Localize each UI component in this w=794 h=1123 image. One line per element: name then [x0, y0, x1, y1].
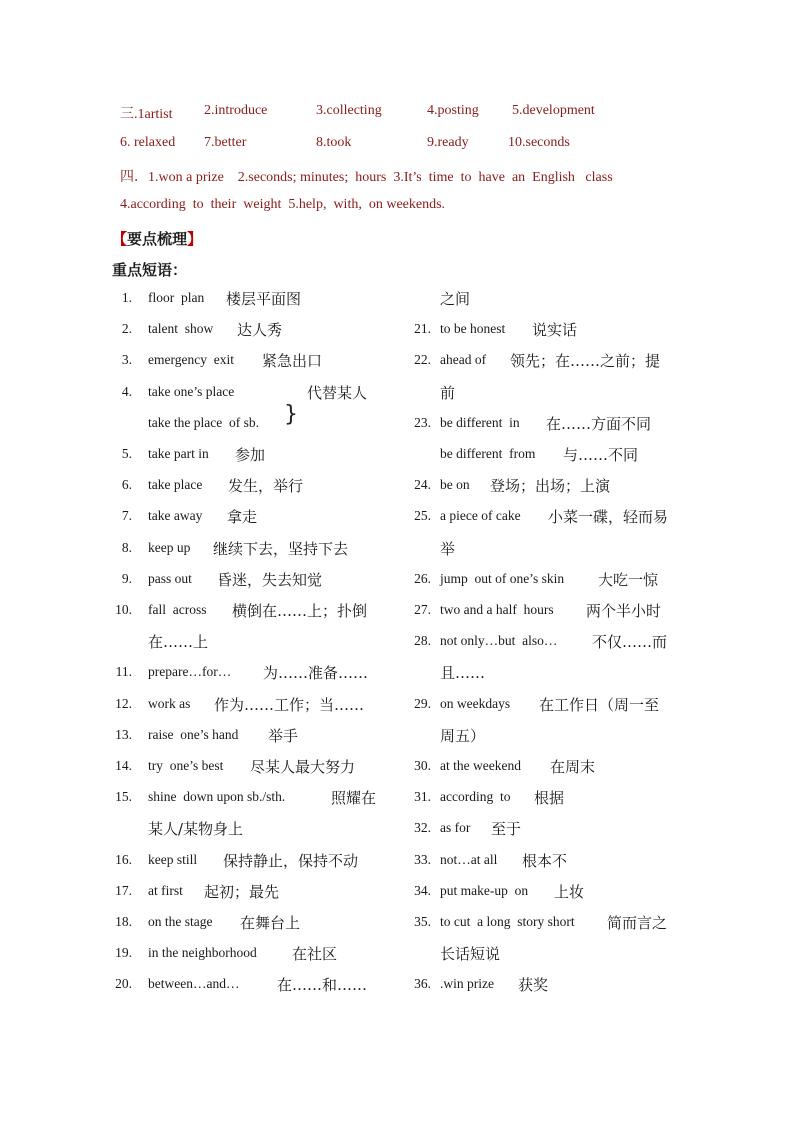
phrase-chinese: 在……方面不同 — [546, 414, 652, 433]
phrase-english: not only…but also… — [440, 633, 558, 649]
phrase-number: 10. — [115, 602, 132, 617]
phrase-english: pass out — [148, 570, 192, 586]
phrase-number: 35. — [414, 914, 431, 929]
phrase-english: be different from — [440, 446, 536, 461]
phrase-english: raise one’s hand — [148, 726, 239, 742]
phrase-number: 20. — [115, 976, 132, 992]
phrase-chinese: 参加 — [235, 446, 266, 464]
phrases-heading: 重点短语： — [112, 261, 188, 279]
phrase-number: 32. — [414, 820, 431, 836]
phrase-english: be on — [440, 477, 470, 493]
phrase-number: 26. — [414, 570, 431, 586]
phrase-english: as for — [440, 820, 471, 836]
phrase-chinese: 昏迷，失去知觉 — [217, 570, 323, 589]
phrase-english: to be honest — [440, 321, 506, 337]
phrase-chinese: 横倒在……上；扑倒 — [232, 602, 368, 620]
phrase-english: on weekdays — [440, 695, 511, 711]
phrase-chinese: 获奖 — [518, 976, 549, 995]
phrase-chinese: 大吃一惊 — [598, 570, 659, 589]
phrase-chinese: 上妆 — [554, 882, 585, 901]
phrase-number: 9. — [121, 570, 132, 586]
phrase-number: 17. — [115, 882, 132, 898]
phrase-english: two and a half hours — [440, 602, 554, 617]
phrase-english: a piece of cake — [440, 508, 521, 524]
phrase-chinese: 长话短说 — [440, 945, 501, 964]
phrase-number: 12. — [115, 695, 132, 711]
phrase-english: ahead of — [440, 352, 487, 368]
phrase-number: 19. — [115, 945, 132, 961]
phrase-english: at first — [148, 882, 183, 898]
phrase-number: 5. — [121, 446, 132, 461]
phrase-number: 6. — [121, 477, 132, 493]
phrase-english: according to — [440, 789, 511, 805]
answer-item: 10.seconds — [508, 135, 570, 150]
phrase-english: talent show — [148, 321, 214, 337]
phrase-english: take away — [148, 508, 203, 524]
phrase-english: on the stage — [148, 914, 213, 929]
phrase-english: in the neighborhood — [148, 945, 257, 961]
phrase-chinese: 在舞台上 — [240, 914, 301, 932]
phrase-chinese: 根据 — [534, 789, 565, 808]
answer-item: 2.introduce — [204, 103, 268, 118]
phrase-english: fall across — [148, 602, 207, 617]
phrase-chinese: 继续下去，坚持下去 — [213, 539, 349, 558]
phrase-english: not…at all — [440, 851, 498, 867]
phrase-chinese: 举手 — [268, 726, 299, 745]
phrase-chinese: 与……不同 — [563, 446, 639, 464]
phrase-chinese: 周五） — [440, 726, 486, 745]
phrase-chinese: 紧急出口 — [262, 352, 323, 371]
phrase-number: 36. — [414, 976, 431, 992]
phrase-chinese: 某人/某物身上 — [148, 820, 244, 839]
answer-item: 7.better — [204, 135, 247, 150]
phrase-number: 3. — [121, 352, 132, 368]
answer-item: 8.took — [316, 135, 352, 150]
phrase-chinese: 起初；最先 — [204, 882, 280, 901]
phrase-number: 11. — [115, 664, 132, 680]
phrase-english: .win prize — [440, 976, 494, 992]
phrase-number: 28. — [414, 633, 431, 649]
phrase-chinese: 小菜一碟，轻而易 — [548, 508, 669, 527]
phrase-english: take place — [148, 477, 203, 493]
phrase-english: take the place of sb. — [148, 414, 259, 430]
phrase-number: 31. — [414, 789, 431, 805]
phrase-number: 34. — [414, 882, 431, 898]
phrase-english: be different in — [440, 414, 520, 430]
phrase-english: jump out of one’s skin — [440, 570, 565, 586]
phrase-number: 2. — [121, 321, 132, 337]
phrase-english: try one’s best — [148, 758, 224, 773]
phrase-number: 30. — [414, 758, 431, 773]
phrase-chinese: 在工作日（周一至 — [539, 695, 660, 714]
phrase-number: 21. — [414, 321, 431, 337]
phrase-number: 16. — [115, 851, 132, 867]
section-heading: 【要点梳理】 — [112, 230, 203, 248]
answer-item: 6. relaxed — [120, 135, 176, 150]
phrase-chinese: 两个半小时 — [586, 602, 662, 620]
phrase-number: 14. — [115, 758, 132, 773]
phrase-chinese: 说实话 — [532, 321, 578, 340]
phrase-chinese: 发生，举行 — [228, 477, 304, 496]
phrase-chinese: 在周末 — [550, 758, 596, 776]
phrase-chinese: 举 — [440, 539, 456, 558]
phrase-chinese: 在社区 — [292, 945, 338, 964]
phrase-chinese: 登场；出场；上演 — [490, 477, 611, 496]
phrase-chinese: 之间 — [440, 290, 471, 308]
brace-mark: } — [284, 402, 298, 427]
phrase-number: 23. — [414, 414, 431, 430]
answer-item: 三.1artist — [120, 107, 173, 122]
answers-4-line-1: 四．1.won a prize 2.seconds; minutes; hours 3.It’s time to have an English class — [120, 170, 613, 185]
phrase-english: keep still — [148, 851, 198, 867]
phrase-number: 7. — [121, 508, 132, 524]
phrase-number: 1. — [121, 290, 132, 305]
phrase-chinese: 在……和…… — [277, 976, 368, 995]
phrase-number: 24. — [414, 477, 431, 493]
phrase-chinese: 至于 — [491, 820, 522, 839]
phrase-chinese: 领先；在……之前；提 — [510, 352, 661, 371]
phrase-chinese: 前 — [440, 383, 456, 402]
phrase-english: to cut a long story short — [440, 914, 575, 929]
phrase-chinese: 保持静止，保持不动 — [223, 851, 359, 870]
phrase-english: shine down upon sb./sth. — [148, 789, 286, 805]
phrase-number: 18. — [115, 914, 132, 929]
phrase-number: 4. — [121, 383, 132, 399]
phrase-number: 8. — [121, 539, 132, 555]
phrase-number: 22. — [414, 352, 431, 368]
phrase-english: between…and… — [148, 976, 240, 992]
phrase-english: take part in — [148, 446, 209, 461]
phrase-english: floor plan — [148, 290, 205, 305]
answer-item: 5.development — [512, 103, 595, 118]
phrase-english: keep up — [148, 539, 191, 555]
phrase-chinese: 作为……工作；当…… — [214, 695, 365, 714]
phrase-chinese: 为……准备…… — [263, 664, 369, 683]
phrase-english: work as — [148, 695, 191, 711]
phrase-english: at the weekend — [440, 758, 521, 773]
answer-item: 3.collecting — [316, 103, 382, 118]
phrase-english: take one’s place — [148, 383, 235, 399]
phrase-number: 27. — [414, 602, 431, 617]
answers-4-line-2: 4.according to their weight 5.help, with, on weekends. — [120, 197, 446, 212]
answer-item: 4.posting — [427, 103, 479, 118]
phrase-number: 29. — [414, 695, 431, 711]
phrase-chinese: 不仅……而 — [592, 633, 668, 652]
phrase-chinese: 尽某人最大努力 — [250, 758, 356, 776]
phrase-english: put make-up on — [440, 882, 529, 898]
phrase-number: 25. — [414, 508, 431, 524]
phrase-chinese: 代替某人 — [307, 383, 368, 402]
answer-item: 9.ready — [427, 135, 469, 150]
phrase-english: emergency exit — [148, 352, 234, 368]
phrase-chinese: 达人秀 — [237, 321, 283, 340]
phrase-english: prepare…for… — [148, 664, 232, 680]
phrase-number: 13. — [115, 726, 132, 742]
phrase-chinese: 简而言之 — [607, 914, 668, 932]
phrase-chinese: 照耀在 — [331, 789, 377, 808]
phrase-chinese: 拿走 — [227, 508, 258, 527]
phrase-chinese: 在……上 — [148, 633, 209, 652]
phrase-chinese: 根本不 — [522, 851, 568, 870]
phrase-number: 33. — [414, 851, 431, 867]
phrase-number: 15. — [115, 789, 132, 805]
phrase-chinese: 且…… — [440, 664, 486, 683]
phrase-chinese: 楼层平面图 — [226, 290, 302, 308]
